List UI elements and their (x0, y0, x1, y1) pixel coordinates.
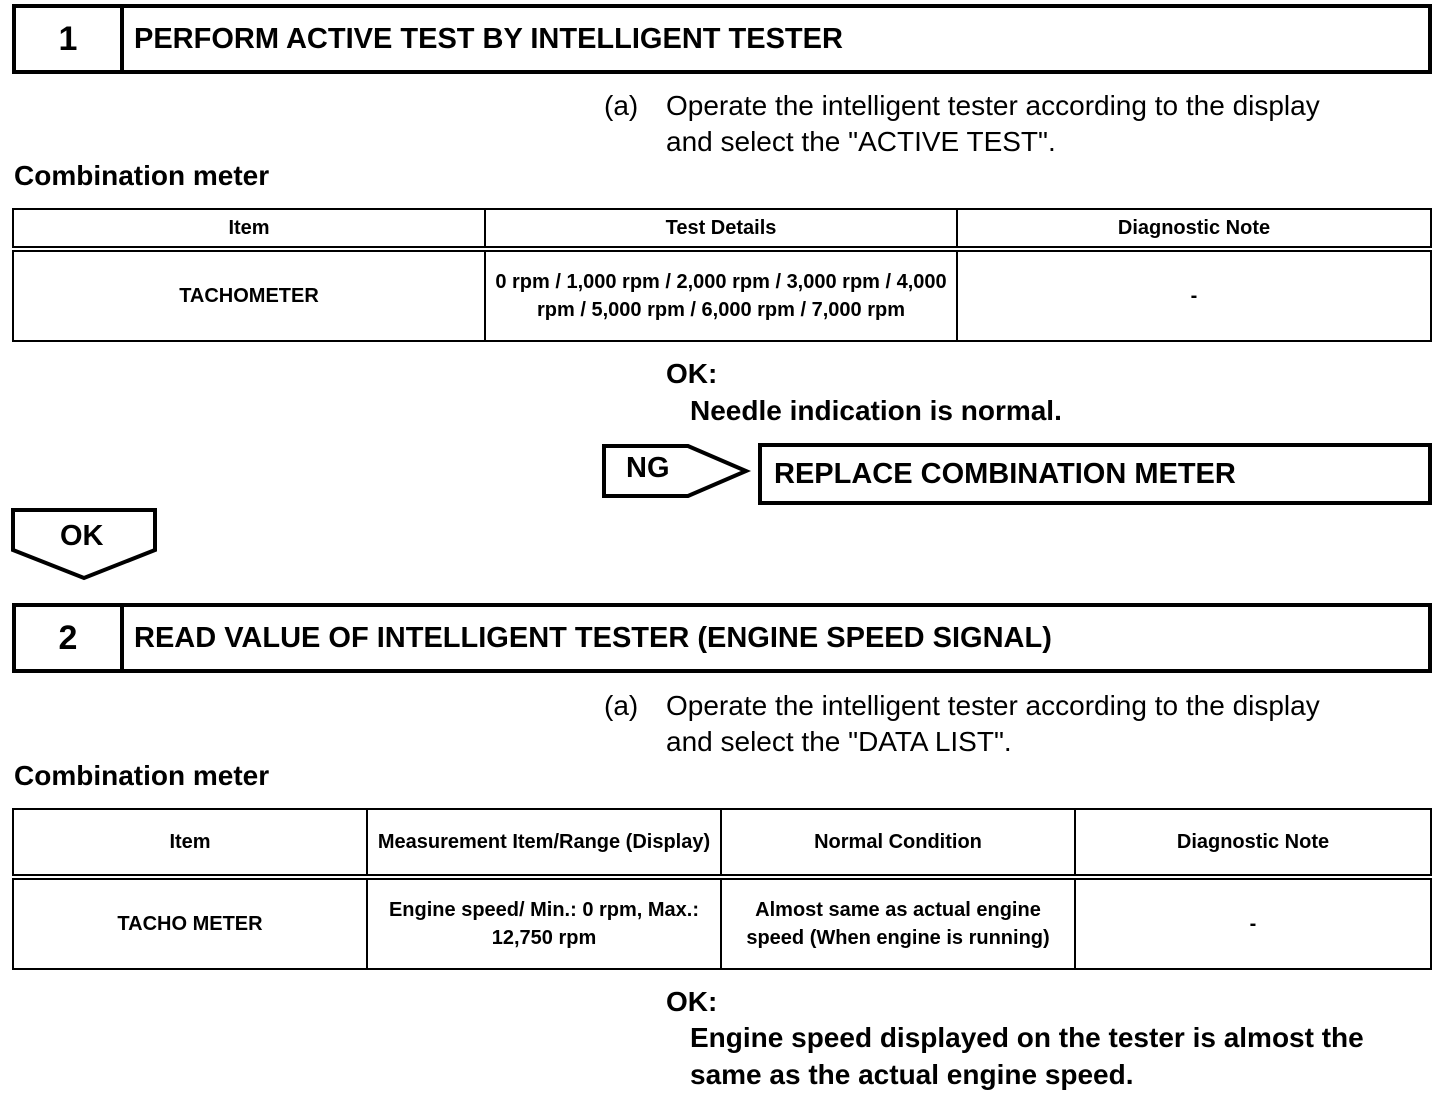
step-1-instruction-marker: (a) (604, 90, 639, 121)
table-header-row (13, 809, 1431, 877)
column-header: Measurement Item/Range (Display) (367, 809, 721, 877)
ng-arrow-icon (600, 440, 756, 504)
step-1-number: 1 (16, 8, 124, 70)
step-1-ok-label: OK: (666, 358, 718, 389)
step-2-instruction (604, 688, 1424, 760)
column-header: Item (13, 209, 485, 249)
step-2-instruction-line-1: Operate the intelligent tester according to the display (666, 690, 1320, 721)
table-cell: TACHOMETER (13, 249, 485, 341)
active-test-table (12, 208, 1432, 342)
step-1-title: PERFORM ACTIVE TEST BY INTELLIGENT TESTER (134, 22, 843, 55)
step-2-title: READ VALUE OF INTELLIGENT TESTER (ENGINE SPEED SIGNAL) (134, 621, 1052, 654)
step-1-header (12, 4, 1432, 74)
step-1-instruction-line-1: Operate the intelligent tester according to the display (666, 90, 1320, 121)
step-2-header (12, 603, 1432, 673)
table-cell: - (957, 249, 1431, 341)
step-1-instruction (604, 88, 1424, 160)
step-1-instruction-line-2: and select the "ACTIVE TEST". (666, 126, 1056, 157)
step-2-ok-text: Engine speed displayed on the tester is almost the same as the actual engine speed. (690, 1022, 1364, 1090)
table-row (13, 249, 1431, 341)
column-header: Item (13, 809, 367, 877)
step-2-ok-label: OK: (666, 986, 718, 1017)
step-1-section-label: Combination meter (14, 160, 270, 191)
table-cell: Almost same as actual engine speed (When engine is running) (721, 877, 1075, 969)
step-1-ok-text: Needle indication is normal. (690, 395, 1062, 426)
step-2-number: 2 (16, 607, 124, 669)
ng-label: NG (626, 452, 670, 484)
table-cell: TACHO METER (13, 877, 367, 969)
table-cell: 0 rpm / 1,000 rpm / 2,000 rpm / 3,000 rpm / 4,000 rpm / 5,000 rpm / 6,000 rpm / 7,000 rpm (485, 249, 957, 341)
table-header-row (13, 209, 1431, 249)
column-header: Diagnostic Note (1075, 809, 1431, 877)
replace-action-box: REPLACE COMBINATION METER (758, 443, 1432, 505)
step-2-section-label: Combination meter (14, 760, 270, 791)
ok-arrow-label: OK (60, 520, 104, 552)
step-2-instruction-line-2: and select the "DATA LIST". (666, 726, 1012, 757)
data-list-table (12, 808, 1432, 970)
column-header: Test Details (485, 209, 957, 249)
column-header: Diagnostic Note (957, 209, 1431, 249)
step-2-instruction-marker: (a) (604, 690, 639, 721)
table-cell: Engine speed/ Min.: 0 rpm, Max.: 12,750 rpm (367, 877, 721, 969)
column-header: Normal Condition (721, 809, 1075, 877)
table-cell: - (1075, 877, 1431, 969)
table-row (13, 877, 1431, 969)
